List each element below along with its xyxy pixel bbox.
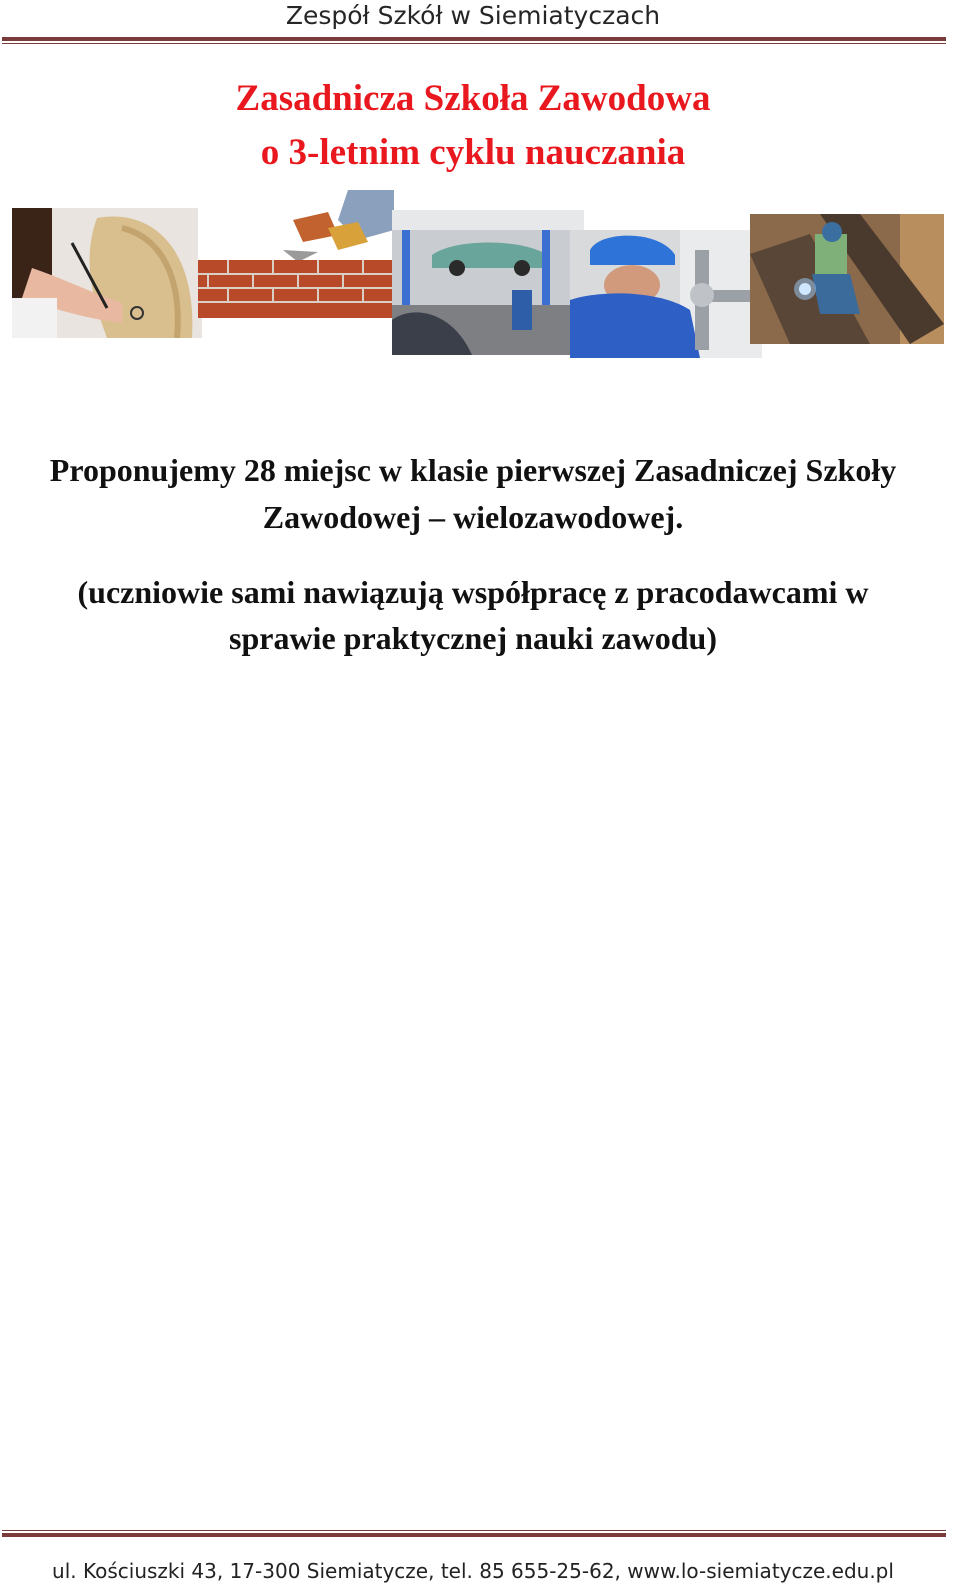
heading-line-2: o 3-letnim cyklu nauczania — [260, 132, 686, 173]
plumber-photo — [570, 230, 762, 358]
hairdresser-photo — [12, 208, 202, 338]
footer-rule-thin — [2, 1530, 946, 1531]
bricklayer-photo — [198, 190, 394, 318]
note-line-2: sprawie praktycznej nauki zawodu) — [228, 620, 717, 656]
offer-line-1: Proponujemy 28 miejsc w klasie pierwszej Zasadniczej Szkoły — [49, 452, 897, 488]
header-rule-thick — [2, 37, 946, 41]
heading-line-1: Zasadnicza Szkoła Zawodowa — [235, 78, 711, 119]
footer-rule-thick — [2, 1533, 946, 1537]
footer-address: ul. Kościuszki 43, 17-300 Siemiatycze, tel. 85 655-25-62, www.lo-siemiatycze.edu.pl — [52, 1559, 894, 1583]
note-line-1: (uczniowie sami nawiązują współpracę z pracodawcami w — [77, 574, 869, 610]
header-rule-thin — [2, 43, 946, 44]
school-name-header: Zespół Szkół w Siemiatyczach — [285, 1, 661, 30]
offer-line-2: Zawodowej – wielozawodowej. — [262, 499, 684, 535]
welder-photo — [750, 214, 944, 344]
car-mechanic-photo — [392, 210, 584, 355]
